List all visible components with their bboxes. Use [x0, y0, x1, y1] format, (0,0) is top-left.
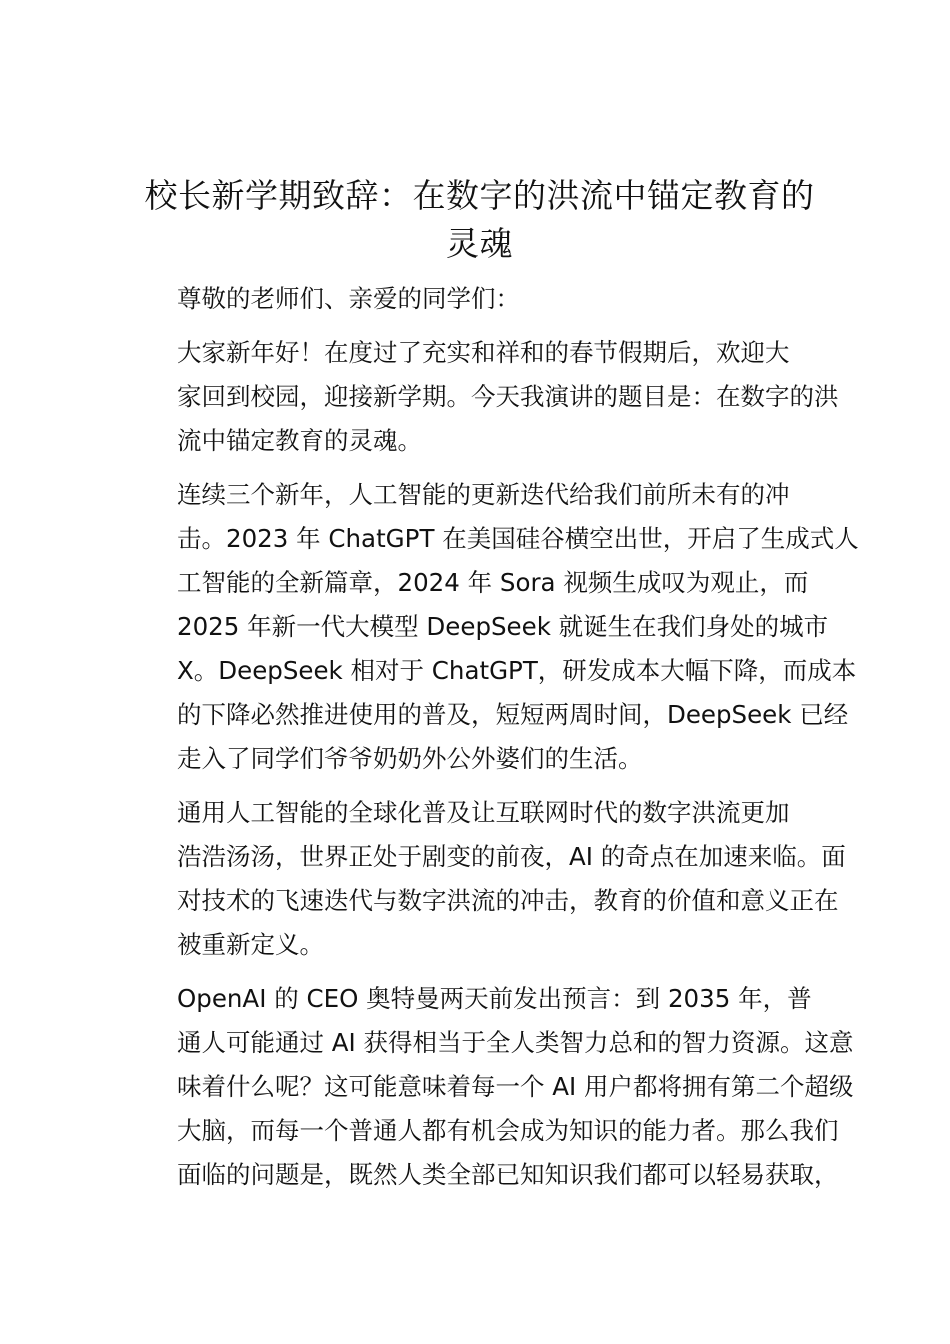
paragraph-prediction: [127, 977, 854, 1197]
document-title: [127, 172, 832, 268]
text-line: 被重新定义。: [177, 930, 324, 959]
text-line: 面临的问题是，既然人类全部已知知识我们都可以轻易获取，: [177, 1160, 839, 1189]
text-line: X。DeepSeek 相对于 ChatGPT，研发成本大幅下降，而成本: [177, 656, 857, 685]
title-line: 灵魂: [446, 224, 513, 263]
text-line: 味着什么呢？这可能意味着每一个 AI 用户都将拥有第二个超级: [177, 1072, 854, 1101]
text-line: 的下降必然推进使用的普及，短短两周时间，DeepSeek 已经: [177, 700, 849, 729]
document-content: [127, 172, 859, 1207]
text-line: 工智能的全新篇章，2024 年 Sora 视频生成叹为观止，而: [177, 568, 809, 597]
document-body: [127, 277, 859, 1197]
text-line: 对技术的飞速迭代与数字洪流的冲击，教育的价值和意义正在: [177, 886, 839, 915]
text-line: 通用人工智能的全球化普及让互联网时代的数字洪流更加: [177, 798, 790, 827]
paragraph-ai-impact: [127, 473, 859, 781]
paragraph-digital-flood: [127, 791, 846, 967]
text-line: 2025 年新一代大模型 DeepSeek 就诞生在我们身处的城市: [177, 612, 829, 641]
text-line: 浩浩汤汤，世界正处于剧变的前夜，AI 的奇点在加速来临。面: [177, 842, 846, 871]
text-line: 尊敬的老师们、亲爱的同学们：: [177, 284, 520, 313]
text-line: 大脑，而每一个普通人都有机会成为知识的能力者。那么我们: [177, 1116, 839, 1145]
text-line: 大家新年好！在度过了充实和祥和的春节假期后，欢迎大: [177, 338, 790, 367]
paragraph-salutation: [127, 277, 832, 321]
title-line: 校长新学期致辞：在数字的洪流中锚定教育的: [144, 176, 815, 215]
text-line: 连续三个新年，人工智能的更新迭代给我们前所未有的冲: [177, 480, 790, 509]
paragraph-greeting: [127, 331, 839, 463]
text-line: 通人可能通过 AI 获得相当于全人类智力总和的智力资源。这意: [177, 1028, 854, 1057]
text-line: 击。2023 年 ChatGPT 在美国硅谷横空出世，开启了生成式人: [177, 524, 859, 553]
text-line: 走入了同学们爷爷奶奶外公外婆们的生活。: [177, 744, 643, 773]
text-line: 家回到校园，迎接新学期。今天我演讲的题目是：在数字的洪: [177, 382, 839, 411]
text-line: OpenAI 的 CEO 奥特曼两天前发出预言：到 2035 年，普: [177, 984, 812, 1013]
text-line: 流中锚定教育的灵魂。: [177, 426, 422, 455]
